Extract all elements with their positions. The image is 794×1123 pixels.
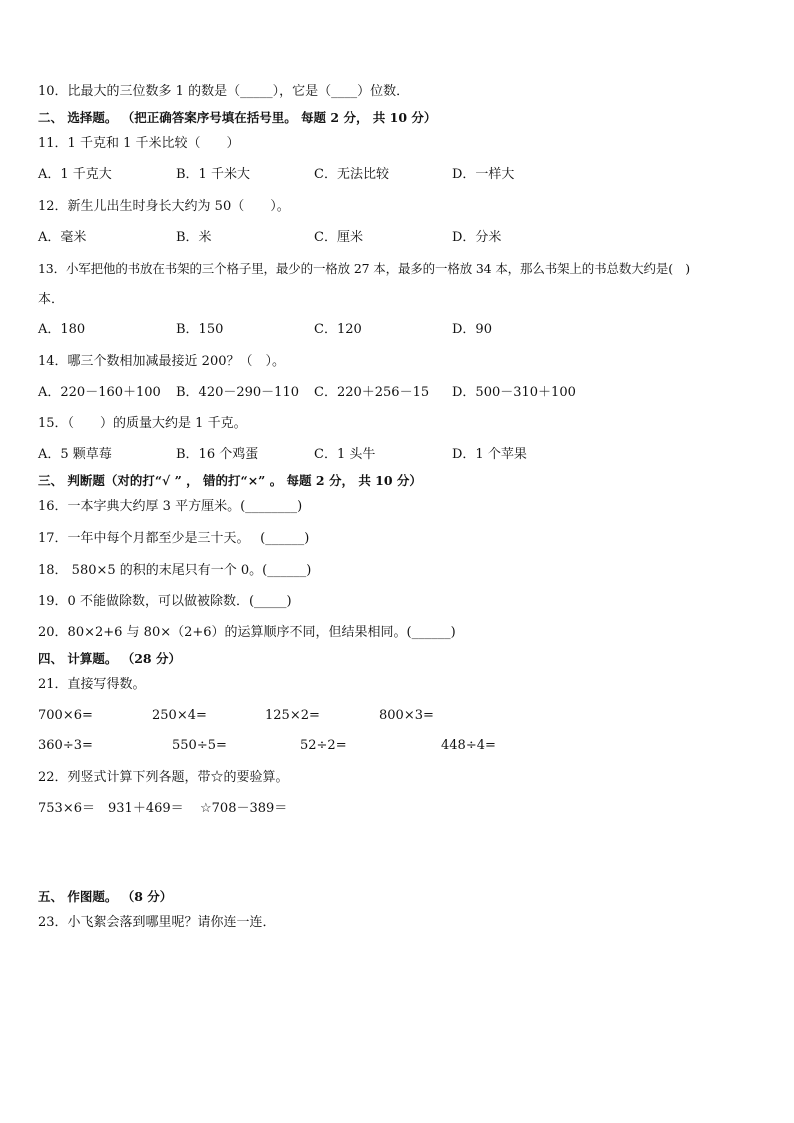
- option-b: B．1 千米大: [176, 167, 250, 182]
- vertical-calc-item: 931＋469＝: [108, 801, 184, 816]
- section-2-heading: 二、 选择题。 （把正确答案序号填在括号里。 每题 2 分， 共 10 分）: [38, 110, 437, 125]
- calc-item: 448÷4=: [441, 738, 496, 753]
- calc-item: 125×2=: [265, 708, 320, 723]
- option-b: B．420－290－110: [176, 385, 299, 400]
- calc-item: 700×6=: [38, 708, 93, 723]
- option-d: D．一样大: [452, 167, 515, 182]
- question-18: 18． 580×5 的积的末尾只有一个 0。(______): [38, 563, 312, 578]
- calc-item: 360÷3=: [38, 738, 93, 753]
- option-d: D．500－310＋100: [452, 385, 576, 400]
- option-c: C．厘米: [314, 230, 363, 245]
- vertical-calc-item: 753×6＝: [38, 801, 95, 816]
- question-21-stem: 21．直接写得数。: [38, 677, 146, 692]
- question-12-stem: 12．新生儿出生时身长大约为 50（ ）。: [38, 199, 290, 214]
- question-23: 23．小飞絮会落到哪里呢？请你连一连．: [38, 915, 276, 930]
- option-a: A．1 千克大: [38, 167, 112, 182]
- question-22-stem: 22．列竖式计算下列各题，带☆的要验算。: [38, 770, 289, 785]
- option-b: B．150: [176, 322, 224, 337]
- section-3-heading: 三、 判断题（对的打“√ ” ， 错的打“×” 。 每题 2 分， 共 10 分）: [38, 473, 422, 488]
- question-15-stem: 15．（ ）的质量大约是 1 千克。: [38, 416, 247, 431]
- option-a: A．毫米: [38, 230, 87, 245]
- option-a: A．180: [38, 322, 86, 337]
- question-17: 17．一年中每个月都至少是三十天。 (______): [38, 531, 310, 546]
- option-a: A．220－160＋100: [38, 385, 161, 400]
- question-20: 20．80×2+6 与 80×（2+6）的运算顺序不同，但结果相同。(______): [38, 625, 456, 640]
- calc-item: 800×3=: [379, 708, 434, 723]
- option-d: D．90: [452, 322, 492, 337]
- question-10: 10．比最大的三位数多 1 的数是（_____），它是（____）位数．: [38, 84, 410, 99]
- question-13-stem-line2: 本．: [38, 292, 65, 307]
- question-14-stem: 14．哪三个数相加减最接近 200？（ ）。: [38, 354, 285, 369]
- vertical-calc-item: ☆708－389＝: [200, 801, 288, 816]
- option-a: A．5 颗草莓: [38, 447, 112, 462]
- calc-item: 52÷2=: [300, 738, 347, 753]
- option-c: C．无法比较: [314, 167, 389, 182]
- question-11-stem: 11．1 千克和 1 千米比较（ ）: [38, 136, 240, 151]
- option-d: D．1 个苹果: [452, 447, 527, 462]
- calc-item: 250×4=: [152, 708, 207, 723]
- question-13-stem-line1: 13．小军把他的书放在书架的三个格子里，最少的一格放 27 本，最多的一格放 34 本，那么书架上的书总数大约是( ): [38, 261, 691, 276]
- option-d: D．分米: [452, 230, 502, 245]
- option-c: C．220＋256－15: [314, 385, 430, 400]
- calc-item: 550÷5=: [172, 738, 227, 753]
- option-c: C．120: [314, 322, 362, 337]
- question-19: 19．0 不能做除数，可以做被除数．(_____): [38, 594, 292, 609]
- section-5-heading: 五、 作图题。 （8 分）: [38, 889, 173, 904]
- option-b: B．米: [176, 230, 212, 245]
- option-c: C．1 头牛: [314, 447, 376, 462]
- question-16: 16．一本字典大约厚 3 平方厘米。(________): [38, 499, 303, 514]
- section-4-heading: 四、 计算题。 （28 分）: [38, 651, 181, 666]
- option-b: B．16 个鸡蛋: [176, 447, 259, 462]
